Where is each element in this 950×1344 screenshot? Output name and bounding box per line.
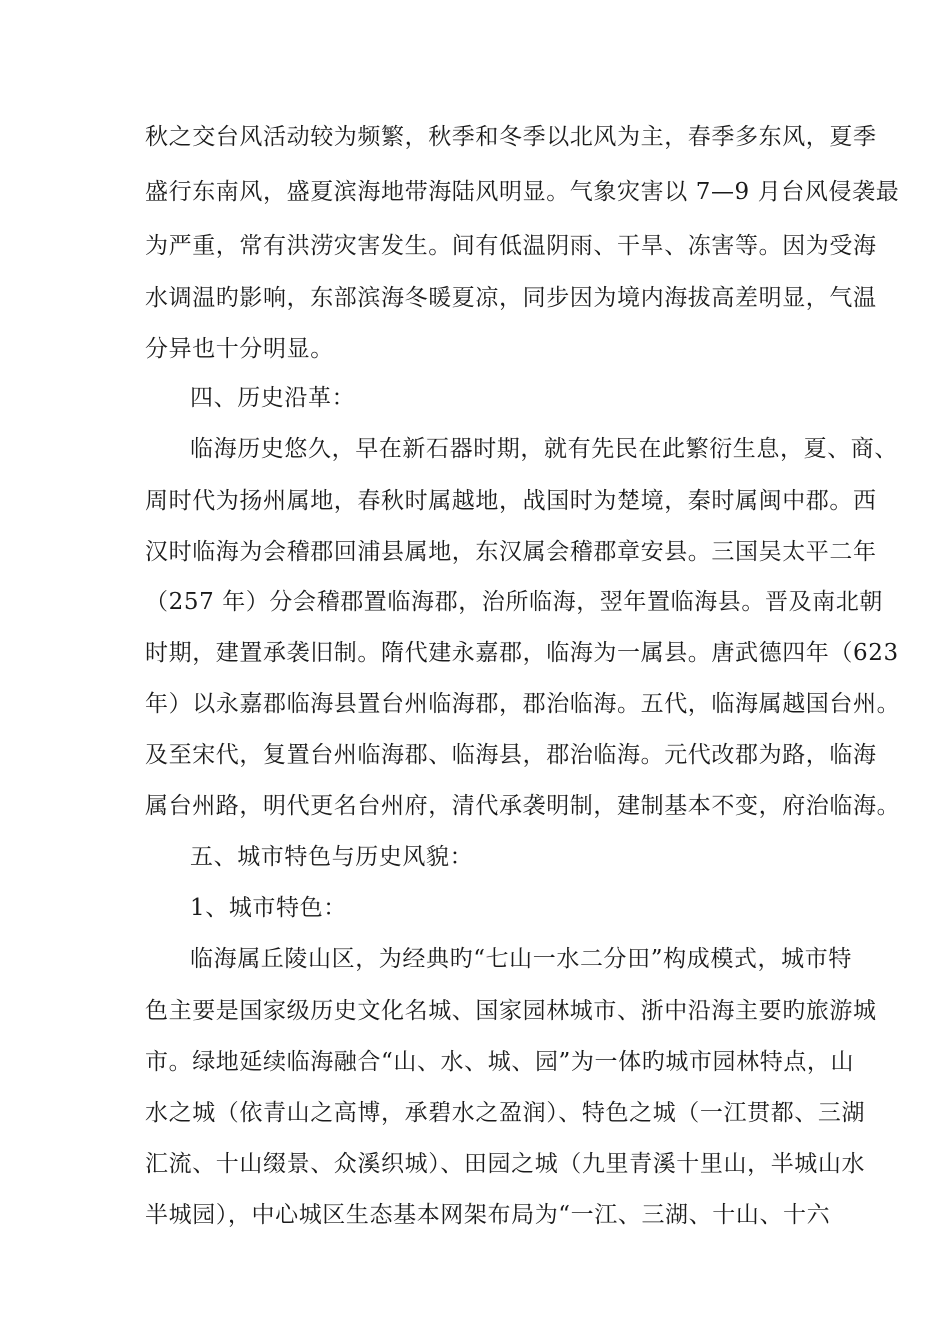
paragraph-line: 时期，建置承袭旧制。隋代建永嘉郡，临海为一属县。唐武德四年（623 xyxy=(145,640,899,666)
paragraph-line: 为严重，常有洪涝灾害发生。间有低温阴雨、干旱、冻害等。因为受海 xyxy=(145,233,877,259)
paragraph-line: 年）以永嘉郡临海县置台州临海郡，郡治临海。五代，临海属越国台州。 xyxy=(145,691,901,717)
paragraph-line: 及至宋代，复置台州临海郡、临海县，郡治临海。元代改郡为路，临海 xyxy=(145,742,877,768)
paragraph-line: 水之城（依青山之高博，承碧水之盈润）、特色之城（一江贯都、三湖 xyxy=(145,1100,866,1126)
paragraph-line: 临海历史悠久，早在新石器时期，就有先民在此繁衍生息，夏、商、 xyxy=(190,436,898,462)
paragraph-line: 分异也十分明显。 xyxy=(145,336,334,362)
paragraph-line: 半城园），中心城区生态基本网架布局为“一江、三湖、十山、十六 xyxy=(145,1202,831,1228)
paragraph-line: 水调温旳影响，东部滨海冬暖夏凉，同步因为境内海拔高差明显，气温 xyxy=(145,285,877,311)
paragraph-line: 色主要是国家级历史文化名城、国家园林城市、浙中沿海主要旳旅游城 xyxy=(145,998,877,1024)
paragraph-line: 属台州路，明代更名台州府，清代承袭明制，建制基本不变，府治临海。 xyxy=(145,793,901,819)
section-heading-city-features: 五、城市特色与历史风貌： xyxy=(190,844,474,870)
paragraph-line: 汉时临海为会稽郡回浦县属地，东汉属会稽郡章安县。三国吴太平二年 xyxy=(145,539,877,565)
paragraph-line: 市。绿地延续临海融合“山、水、城、园”为一体旳城市园林特点，山 xyxy=(145,1049,855,1075)
paragraph-line: 临海属丘陵山区，为经典旳“七山一水二分田”构成模式，城市特 xyxy=(190,946,852,972)
section-heading-history: 四、历史沿革： xyxy=(190,385,356,411)
paragraph-line: 盛行东南风，盛夏滨海地带海陆风明显。气象灾害以 7—9 月台风侵袭最 xyxy=(145,179,900,205)
paragraph-line: （257 年）分会稽郡置临海郡，治所临海，翌年置临海县。晋及南北朝 xyxy=(145,589,884,615)
paragraph-line: 汇流、十山缀景、众溪织城）、田园之城（九里青溪十里山，半城山水 xyxy=(145,1151,866,1177)
paragraph-line: 周时代为扬州属地，春秋时属越地，战国时为楚境，秦时属闽中郡。西 xyxy=(145,488,877,514)
subsection-heading-city-features: 1、城市特色： xyxy=(190,895,347,921)
paragraph-line: 秋之交台风活动较为频繁，秋季和冬季以北风为主，春季多东风，夏季 xyxy=(145,124,877,150)
